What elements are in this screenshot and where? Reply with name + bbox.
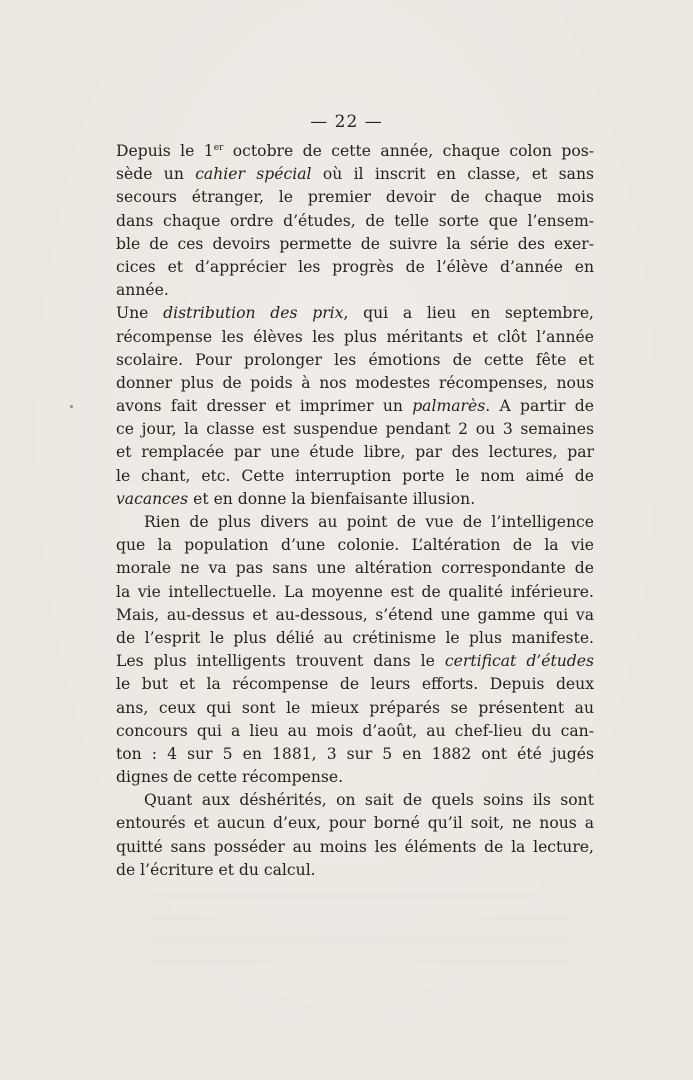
text-segment: année. [116, 281, 169, 300]
italic-text: cahier spécial [195, 165, 312, 184]
text-segment: Depuis le 1 [116, 142, 214, 160]
text-line [116, 395, 594, 418]
text-line [116, 488, 594, 511]
text-segment: le chant, etc. Cette interruption porte le nom aimé de [116, 466, 594, 485]
text-segment: quitté sans posséder au moins les éléments de la lecture, [116, 837, 594, 856]
body-text [116, 140, 594, 882]
italic-text: palmarès [412, 397, 486, 416]
text-line [116, 581, 594, 604]
text-segment: octobre de cette année, chaque colon pos- [223, 142, 594, 160]
text-line [116, 372, 594, 395]
text-line [116, 743, 594, 766]
text-segment: la vie intellectuelle. La moyenne est de qualité inférieure. [116, 582, 594, 601]
text-segment: ton : 4 sur 5 en 1881, 3 sur 5 en 1882 ont été jugés [116, 744, 594, 763]
italic-text: vacances [116, 489, 189, 508]
text-line [116, 766, 594, 789]
text-segment: morale ne va pas sans une altération correspondante de [116, 559, 594, 578]
text-line [116, 534, 594, 557]
text-line [116, 697, 594, 720]
text-segment: dignes de cette récompense. [116, 768, 344, 787]
text-line [116, 349, 594, 372]
text-line [116, 465, 594, 488]
text-line [116, 720, 594, 743]
text-line [116, 511, 594, 534]
text-line [116, 210, 594, 233]
text-segment: Rien de plus divers au point de vue de l’intelligence [144, 513, 594, 531]
text-segment: entourés et aucun d’eux, pour borné qu’il soit, ne nous a [116, 814, 594, 833]
text-line [116, 627, 594, 650]
text-line [116, 441, 594, 464]
text-line [116, 302, 594, 325]
text-segment: Les plus intelligents trouvent dans le [116, 652, 445, 671]
text-segment: Quant aux déshérités, on sait de quels soins ils sont [144, 791, 594, 810]
text-line [116, 859, 594, 882]
text-segment: Mais, au-dessus et au-dessous, s’étend une gamme qui va [116, 605, 594, 624]
superscript: er [213, 143, 224, 153]
text-line [116, 186, 594, 209]
text-line [116, 812, 594, 835]
text-line [116, 256, 594, 279]
paper-speck [70, 405, 73, 408]
text-segment: Une [116, 304, 164, 323]
italic-text: distribution des prix [163, 304, 344, 323]
text-segment: et remplacée par une étude libre, par des lectures, par [116, 443, 594, 462]
text-segment: donner plus de poids à nos modestes récompenses, nous [116, 373, 594, 392]
text-segment: sède un [116, 165, 196, 184]
text-line [116, 557, 594, 580]
text-segment: . A partir de [485, 397, 594, 416]
text-line [116, 604, 594, 627]
text-segment: de l’écriture et du calcul. [116, 860, 316, 879]
text-segment: , qui a lieu en septembre, [343, 304, 595, 323]
text-line [116, 418, 594, 441]
text-segment: et en donne la bienfaisante illusion. [188, 489, 476, 508]
text-line [116, 279, 594, 302]
text-line [116, 650, 594, 673]
text-line [116, 233, 594, 256]
text-segment: ble de ces devoirs permette de suivre la série des exer- [116, 234, 594, 253]
text-segment: ce jour, la classe est suspendue pendant 2 ou 3 semaines [116, 420, 594, 439]
text-segment: avons fait dresser et imprimer un [116, 397, 413, 416]
text-segment: secours étranger, le premier devoir de chaque mois [116, 188, 594, 207]
text-segment: cices et d’apprécier les progrès de l’élève d’année en [116, 257, 594, 276]
show-through-text [150, 895, 570, 975]
text-line [116, 673, 594, 696]
text-segment: le but et la récompense de leurs efforts. Depuis deux [116, 675, 594, 694]
text-segment: concours qui a lieu au mois d’août, au chef-lieu du can- [116, 721, 594, 740]
text-line [116, 789, 594, 812]
page-number: — 22 — [310, 112, 383, 132]
text-segment: dans chaque ordre d’études, de telle sorte que l’ensem- [116, 211, 594, 230]
text-segment: ans, ceux qui sont le mieux préparés se présentent au [116, 698, 594, 717]
text-segment: où il inscrit en classe, et sans [311, 165, 594, 184]
text-segment: scolaire. Pour prolonger les émotions de cette fête et [116, 350, 594, 369]
italic-text: certificat d’études [444, 652, 595, 671]
text-segment: que la population d’une colonie. L’altération de la vie [116, 536, 594, 555]
text-line [116, 836, 594, 859]
text-line [116, 326, 594, 349]
text-line [116, 163, 594, 186]
text-segment: de l’esprit le plus délié au crétinisme le plus manifeste. [116, 628, 594, 647]
text-segment: récompense les élèves les plus méritants et clôt l’année [116, 327, 594, 346]
text-line [116, 140, 594, 163]
